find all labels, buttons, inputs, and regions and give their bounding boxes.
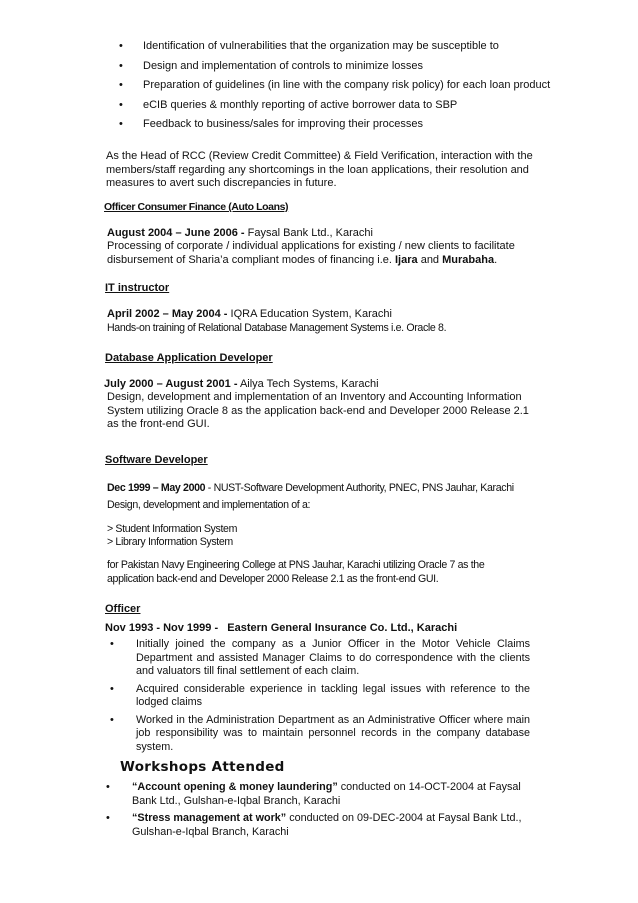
bullet-icon: • xyxy=(106,812,110,824)
job-title-it-instructor: IT instructor xyxy=(105,282,170,294)
list-item: • Acquired considerable experience in tackling legal issues with reference to the lodged claims xyxy=(110,682,530,708)
bullet-icon: • xyxy=(119,98,123,111)
list-item: • Identification of vulnerabilities that the organization may be susceptible to xyxy=(119,40,499,52)
list-item: • “Account opening & money laundering” conducted on 14-OCT-2004 at Faysal Bank Ltd., Gulshan-e-Iqbal Branch, Karachi xyxy=(106,781,521,807)
job-dates: April 2002 – May 2004 - xyxy=(107,308,228,320)
job-dates: July 2000 – August 2001 - xyxy=(104,378,238,390)
bullet-icon: • xyxy=(106,781,110,793)
job-title-officer-consumer-finance: Officer Consumer Finance (Auto Loans) xyxy=(104,201,289,213)
job-employer: IQRA Education System, Karachi xyxy=(227,308,392,320)
job-header xyxy=(104,377,379,391)
job-description: for Pakistan Navy Engineering College at PNS Jauhar, Karachi utilizing Oracle 7 as the application back-end and Developer 2000 Release 2.1 as the front-end GUI. xyxy=(107,559,485,585)
responsibilities-list xyxy=(113,38,563,136)
job-description: Processing of corporate / individual applications for existing / new clients to facilitate disbursement of Sharia’a compliant modes of financing i.e. Ijara and Murabaha. xyxy=(107,240,515,266)
job-header xyxy=(107,481,514,495)
list-item: • Preparation of guidelines (in line with the company risk policy) for each loan product xyxy=(119,79,551,91)
job-description: Design, development and implementation of a: xyxy=(107,499,311,511)
job-dates: Dec 1999 – May 2000 xyxy=(107,482,206,494)
job-header xyxy=(107,226,373,240)
job-title-database-application-developer: Database Application Developer xyxy=(105,352,273,364)
list-item: • Design and implementation of controls to minimize losses xyxy=(119,59,424,72)
list-item: • Feedback to business/sales for improving their processes xyxy=(119,118,424,130)
job-header: Nov 1993 - Nov 1999 - Eastern General Insurance Co. Ltd., Karachi xyxy=(105,622,458,634)
job-employer: Faysal Bank Ltd., Karachi xyxy=(244,227,373,239)
bullet-icon: • xyxy=(110,713,114,726)
bullet-icon: • xyxy=(119,79,123,91)
list-item: • Initially joined the company as a Junior Officer in the Motor Vehicle Claims Department and assisted Manager Claims to do correspondence with the clients and valuators till final settlement of each claim. xyxy=(110,638,530,677)
rcc-paragraph: As the Head of RCC (Review Credit Committee) & Field Verification, interaction with the members/staff regarding any shortcomings in the loan applications, their resolution and measures to avert such discrepancies in future. xyxy=(106,150,533,189)
job-header xyxy=(107,307,392,321)
job-bullets xyxy=(108,638,530,758)
bullet-icon: • xyxy=(119,118,123,130)
job-title-officer: Officer xyxy=(105,603,141,615)
list-item: > Library Information System xyxy=(107,536,233,548)
job-employer: Ailya Tech Systems, Karachi xyxy=(237,378,379,390)
bullet-icon: • xyxy=(119,59,123,72)
job-description: Hands-on training of Relational Database Management Systems i.e. Oracle 8. xyxy=(107,322,447,334)
job-dates: August 2004 – June 2006 - xyxy=(107,227,245,239)
list-item: • “Stress management at work” conducted on 09-DEC-2004 at Faysal Bank Ltd., Gulshan-e-Iqbal Branch, Karachi xyxy=(106,812,522,838)
job-employer: - NUST-Software Development Authority, PNEC, PNS Jauhar, Karachi xyxy=(205,482,514,494)
bullet-icon: • xyxy=(110,638,114,650)
workshops-list xyxy=(104,781,524,843)
list-item: • Worked in the Administration Department as an Administrative Officer where main job responsibility was to maintain personnel records in the company database system. xyxy=(110,713,530,753)
workshops-heading: Workshops Attended xyxy=(120,759,285,775)
job-title-software-developer: Software Developer xyxy=(105,454,208,466)
job-description: Design, development and implementation of an Inventory and Accounting Information System utilizing Oracle 8 as the application back-end and Developer 2000 Release 2.1 as the front-end GUI. xyxy=(107,391,529,430)
list-item: • eCIB queries & monthly reporting of active borrower data to SBP xyxy=(119,98,458,111)
bullet-icon: • xyxy=(119,40,123,52)
list-item: > Student Information System xyxy=(107,523,238,535)
bullet-icon: • xyxy=(110,682,114,695)
